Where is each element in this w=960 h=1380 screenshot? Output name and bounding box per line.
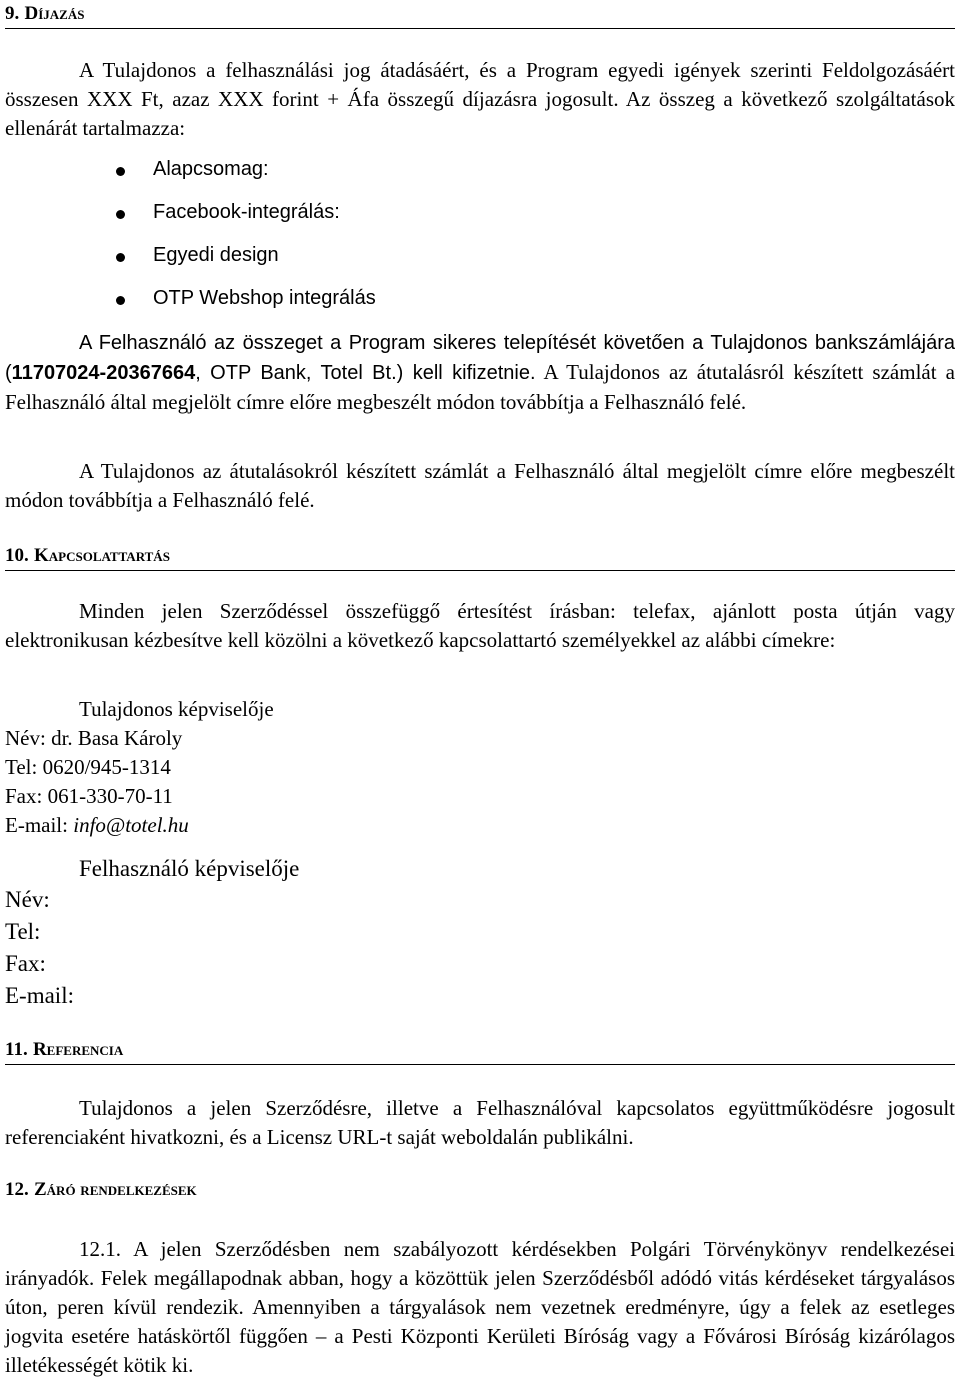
bullet-icon — [116, 167, 125, 176]
owner-representative-heading: Tulajdonos képviselője — [79, 697, 274, 721]
invoice-text: A Tulajdonos az átutalásról készített számlát a Felhasználó által megjelölt címre előre megbeszélt módon továbbítja a Felhasználó felé. — [5, 360, 955, 414]
section-number: 11. — [5, 1039, 28, 1060]
section-heading-12 — [5, 1176, 955, 1204]
user-fax: Fax: — [5, 951, 46, 976]
section-number: 12. — [5, 1179, 29, 1200]
bullet-item: OTP Webshop integrálás — [153, 287, 376, 309]
section-number: 10. — [5, 545, 29, 566]
owner-email-row — [5, 813, 189, 838]
section-number: 9. — [5, 3, 20, 24]
user-name: Név: — [5, 887, 50, 912]
section-heading-10 — [5, 542, 955, 571]
owner-email-label: E-mail: — [5, 813, 74, 837]
bank-account-number: 11707024-20367664 — [11, 362, 196, 384]
payment-text: A Felhasználó az összeget a Program sikeres telepítését követően a Tulajdonos bankszámlájára ( — [5, 332, 955, 384]
owner-email-link[interactable]: info@totel.hu — [73, 813, 189, 837]
payment-paragraph — [5, 328, 955, 417]
section-heading-9 — [5, 0, 955, 29]
bullet-item: Facebook-integrálás: — [153, 201, 340, 223]
contact-paragraph: Minden jelen Szerződéssel összefüggő értesítést írásban: telefax, ajánlott posta útján vagy elektronikusan kézbesítve kell közölni a következő kapcsolattartó személyekkel az alábbi címekre: — [5, 599, 955, 652]
section-title: Referencia — [32, 1039, 124, 1060]
fee-intro-paragraph: A Tulajdonos a felhasználási jog átadásáért, és a Program egyedi igények szerinti Feldolgozásáért összesen XXX Ft, azaz XXX forint + Áfa összegű díjazásra jogosult. Az összeg a következő szolgáltatások ellenárát tartalmazza: — [5, 58, 955, 140]
user-representative-heading: Felhasználó képviselője — [79, 856, 300, 881]
bullet-item: Alapcsomag: — [153, 158, 269, 180]
bullet-item: Egyedi design — [153, 244, 279, 266]
owner-fax: Fax: 061-330-70-11 — [5, 784, 173, 808]
owner-name: Név: dr. Basa Károly — [5, 726, 183, 750]
section-title: Záró rendelkezések — [34, 1179, 197, 1200]
bullet-icon — [116, 296, 125, 305]
invoice-paragraph: A Tulajdonos az átutalásokról készített számlát a Felhasználó által megjelölt címre előre megbeszélt módon továbbítja a Felhasználó felé. — [5, 459, 955, 512]
closing-paragraph: 12.1. A jelen Szerződésben nem szabályozott kérdésekben Polgári Törvénykönyv rendelkezései irányadók. Felek megállapodnak abban, hogy a közöttük jelen Szerződésből adódó vitás kérdéseket tárgyalásos úton, peren kívül rendezik. Amennyiben a tárgyalások nem vezetnek eredményre, úgy a felek az esetleges jogvita esetére hatáskörtől függően – a Pesti Központi Kerületi Bíróság vagy a Fővárosi Bíróság kizárólagos illetékességét kötik ki. — [5, 1237, 955, 1377]
user-phone: Tel: — [5, 919, 41, 944]
section-title: Díjazás — [24, 3, 85, 24]
bullet-icon — [116, 210, 125, 219]
section-heading-11 — [5, 1036, 955, 1065]
bullet-icon — [116, 253, 125, 262]
owner-phone: Tel: 0620/945-1314 — [5, 755, 171, 779]
payment-text: , OTP Bank, Totel Bt.) kell kifizetnie. — [195, 362, 536, 384]
reference-paragraph: Tulajdonos a jelen Szerződésre, illetve a Felhasználóval kapcsolatos együttműködésre jogosult referenciaként hivatkozni, és a Licensz URL-t saját weboldalán publikálni. — [5, 1096, 955, 1149]
section-title: Kapcsolattartás — [34, 545, 170, 566]
user-email: E-mail: — [5, 983, 74, 1008]
